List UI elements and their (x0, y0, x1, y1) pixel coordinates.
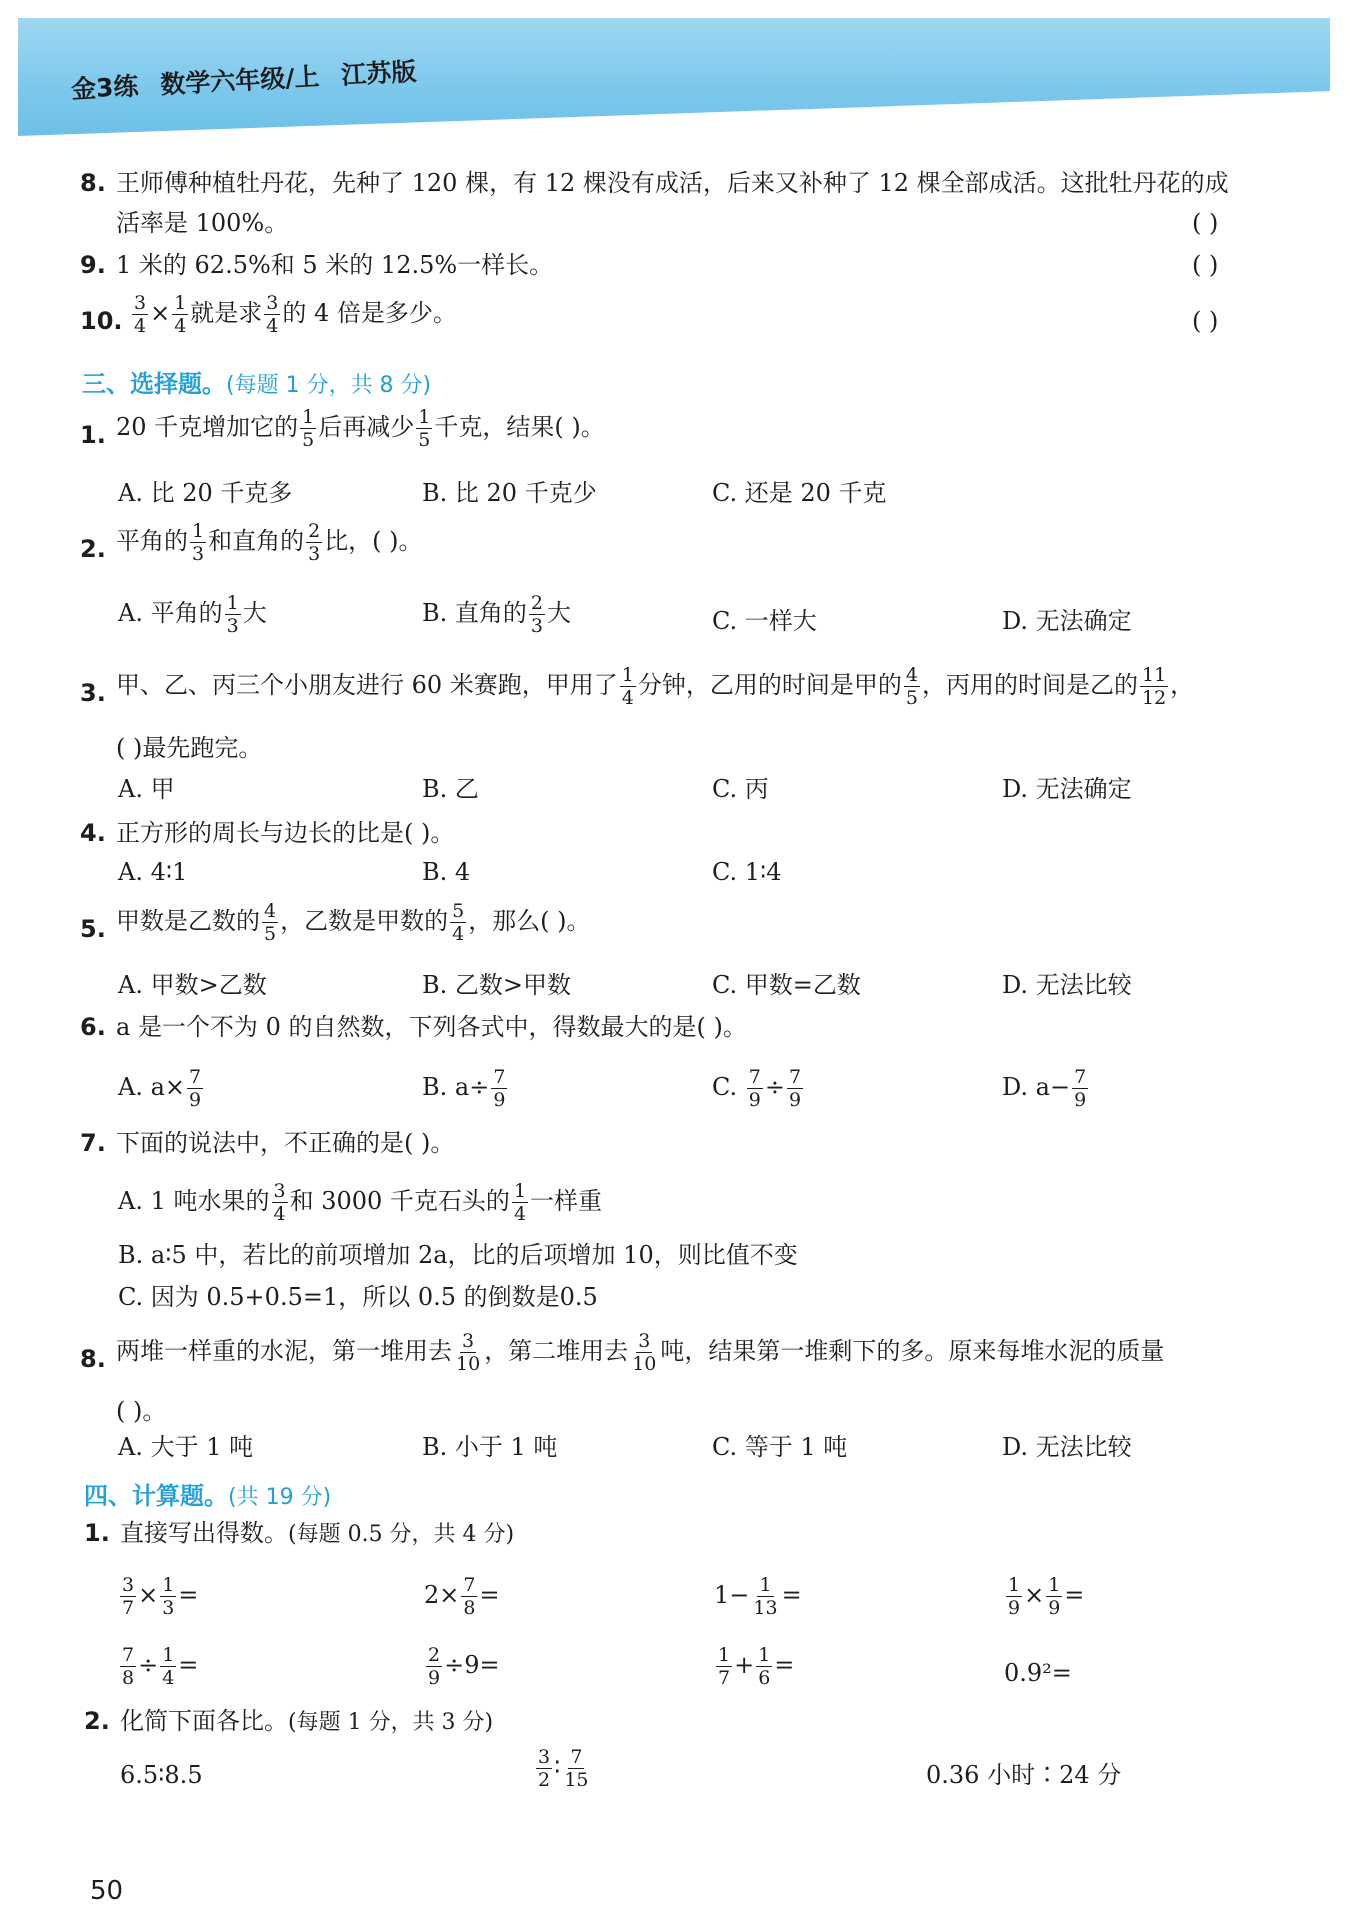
option-b[interactable]: B. 4 (422, 858, 471, 886)
answer-paren[interactable]: ( ) (1192, 209, 1219, 237)
option-d[interactable]: D. 无法确定 (1002, 607, 1132, 635)
question-text: 平角的 $\frac{1}{3}$ 和直角的 $\frac{2}{3}$ 比，( )。 (116, 520, 423, 565)
question-number: 3. (80, 679, 106, 707)
option-d[interactable]: D. 无法确定 (1002, 775, 1132, 803)
option-a[interactable]: A. 1 吨水果的 $\frac{3}{4}$ 和 3000 千克石头的 $\frac{1}{4}$ 一样重 (118, 1180, 603, 1225)
expression: $\frac{1}{9}$ × $\frac{1}{9}$ = (1008, 1574, 1085, 1619)
expression: 2× $\frac{7}{8}$ = (424, 1574, 500, 1619)
question-number: 8. (80, 1345, 106, 1373)
question-number: 2. (84, 1707, 110, 1735)
expression: 1− $\frac{1}{13}$ = (714, 1574, 802, 1619)
option-b[interactable]: B. 乙数>甲数 (422, 971, 572, 999)
option-c[interactable]: C. 因为 0.5+0.5=1，所以 0.5 的倒数是0.5 (118, 1283, 598, 1311)
option-b[interactable]: B. 乙 (422, 775, 479, 803)
question-text: $\frac{3}{4}$ × $\frac{1}{4}$ 就是求 $\frac{3}{4}$ 的 4 倍是多少。 (134, 292, 457, 337)
question-text: 直接写出得数。(每题 0.5 分，共 4 分) (120, 1519, 515, 1547)
option-a[interactable]: A. 甲 (118, 775, 175, 803)
option-a[interactable]: A. 甲数>乙数 (118, 971, 267, 999)
section-4-title: 四、计算题。(共 19 分) (84, 1482, 332, 1510)
ratio-3: 0.36 小时∶24 分 (926, 1761, 1122, 1789)
option-c[interactable]: C. 还是 20 千克 (712, 479, 887, 507)
option-c[interactable]: C. 丙 (712, 775, 769, 803)
question-number: 10. (80, 307, 123, 335)
option-b[interactable]: B. a∶5 中，若比的前项增加 2a，比的后项增加 10，则比值不变 (118, 1241, 798, 1269)
question-text: ( )最先跑完。 (116, 734, 263, 762)
page-number: 50 (90, 1876, 124, 1906)
expression: $\frac{7}{8}$ ÷ $\frac{1}{4}$ = (122, 1644, 199, 1689)
question-number: 8. (80, 169, 106, 197)
option-c[interactable]: C. 一样大 (712, 607, 817, 635)
question-number: 5. (80, 915, 106, 943)
question-number: 9. (80, 251, 106, 279)
question-text: 甲数是乙数的 $\frac{4}{5}$ ，乙数是甲数的 $\frac{5}{4}$ ，那么( )。 (116, 900, 591, 945)
expression: $\frac{1}{7}$ + $\frac{1}{6}$ = (718, 1644, 795, 1689)
question-text: 下面的说法中，不正确的是( )。 (116, 1129, 455, 1157)
question-text: 王师傅种植牡丹花，先种了 120 棵，有 12 棵没有成活，后来又补种了 12 棵全部成活。这批牡丹花的成 (116, 169, 1229, 197)
expression: $\frac{2}{9}$ ÷9= (428, 1644, 500, 1689)
ratio-2: $\frac{3}{2}$ ∶ $\frac{7}{15}$ (538, 1746, 589, 1791)
question-number: 6. (80, 1013, 106, 1041)
option-c[interactable]: C. 甲数=乙数 (712, 971, 861, 999)
option-a[interactable]: A. 4∶1 (118, 858, 188, 886)
question-text: 1 米的 62.5%和 5 米的 12.5%一样长。 (116, 251, 554, 279)
option-c[interactable]: C. 1∶4 (712, 858, 782, 886)
option-b[interactable]: B. 比 20 千克少 (422, 479, 597, 507)
question-text: 甲、乙、丙三个小朋友进行 60 米赛跑，甲用了 $\frac{1}{4}$ 分钟，乙用的时间是甲的 $\frac{4}{5}$ ，丙用的时间是乙的 $\frac{11}{12}$ ， (116, 664, 1195, 709)
question-text: 活率是 100%。 (116, 209, 289, 237)
answer-paren[interactable]: ( ) (1192, 251, 1219, 279)
question-text: 化简下面各比。(每题 1 分，共 3 分) (120, 1707, 494, 1735)
option-c[interactable]: C. 等于 1 吨 (712, 1433, 848, 1461)
edition: 江苏版 (340, 56, 417, 90)
question-text: ( )。 (116, 1397, 167, 1425)
question-text: 20 千克增加它的 $\frac{1}{5}$ 后再减少 $\frac{1}{5}$ 千克，结果( )。 (116, 406, 605, 451)
subject: 数学六年级/上 (159, 62, 321, 100)
option-c[interactable]: C. $\frac{7}{9}$ ÷ $\frac{7}{9}$ (712, 1066, 802, 1111)
question-number: 1. (84, 1519, 110, 1547)
answer-paren[interactable]: ( ) (1192, 307, 1219, 335)
question-number: 7. (80, 1129, 106, 1157)
section-3-title: 三、选择题。(每题 1 分，共 8 分) (82, 370, 432, 398)
expression: $\frac{3}{7}$ × $\frac{1}{3}$ = (122, 1574, 199, 1619)
question-text: 正方形的周长与边长的比是( )。 (116, 819, 455, 847)
option-a[interactable]: A. 大于 1 吨 (118, 1433, 254, 1461)
question-number: 4. (80, 819, 106, 847)
brand: 金3练 (70, 71, 140, 105)
option-a[interactable]: A. 平角的 $\frac{1}{3}$ 大 (118, 592, 267, 637)
option-b[interactable]: B. a÷ $\frac{7}{9}$ (422, 1066, 506, 1111)
question-text: 两堆一样重的水泥，第一堆用去 $\frac{3}{10}$ ，第二堆用去 $\frac{3}{10}$ 吨，结果第一堆剩下的多。原来每堆水泥的质量 (116, 1330, 1165, 1375)
option-a[interactable]: A. 比 20 千克多 (118, 479, 293, 507)
option-d[interactable]: D. 无法比较 (1002, 1433, 1132, 1461)
question-number: 1. (80, 421, 106, 449)
option-d[interactable]: D. 无法比较 (1002, 971, 1132, 999)
question-text: a 是一个不为 0 的自然数，下列各式中，得数最大的是( )。 (116, 1013, 747, 1041)
option-b[interactable]: B. 小于 1 吨 (422, 1433, 558, 1461)
option-d[interactable]: D. a− $\frac{7}{9}$ (1002, 1066, 1087, 1111)
ratio-1: 6.5∶8.5 (120, 1761, 203, 1789)
question-number: 2. (80, 535, 106, 563)
expression: 0.9²= (1004, 1659, 1072, 1687)
option-a[interactable]: A. a× $\frac{7}{9}$ (118, 1066, 202, 1111)
option-b[interactable]: B. 直角的 $\frac{2}{3}$ 大 (422, 592, 571, 637)
